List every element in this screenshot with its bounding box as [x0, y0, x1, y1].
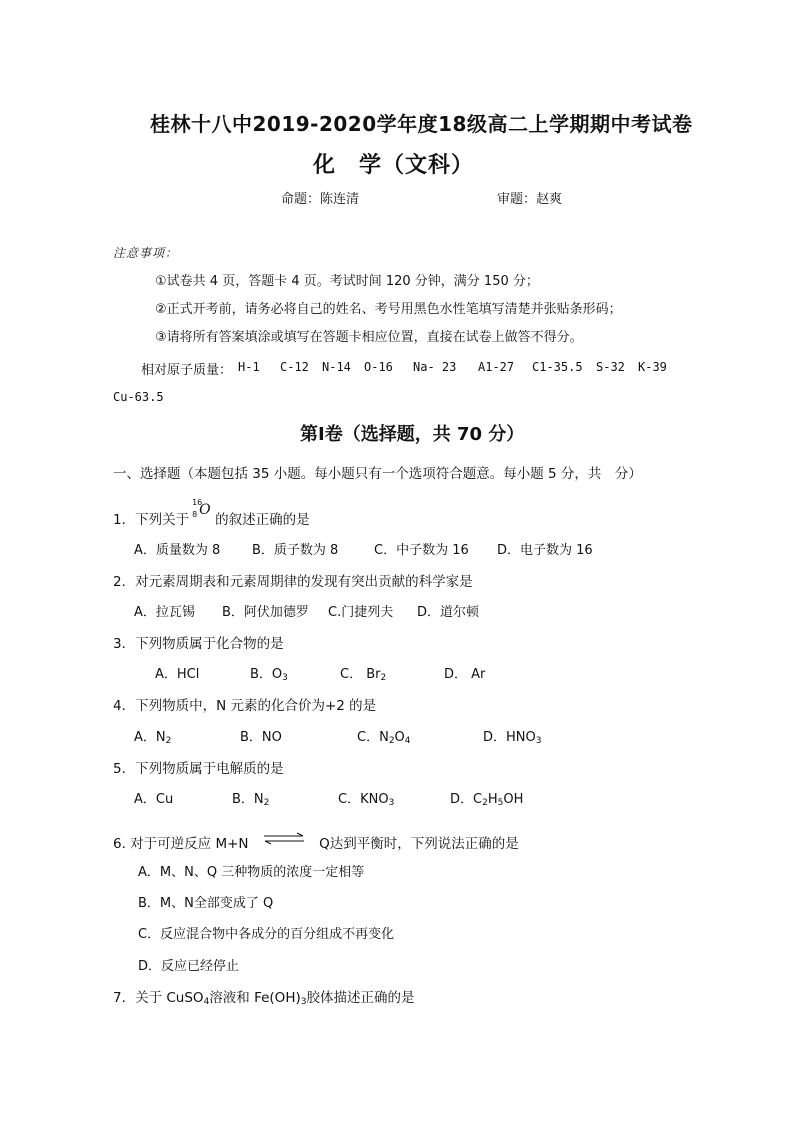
- q1-option-a[interactable]: A．质量数为 8: [134, 543, 221, 558]
- question-3: 3．下列物质属于化合物的是: [113, 636, 284, 652]
- mass-cl: C1-35.5: [532, 360, 583, 374]
- q4-option-c-text: C．N: [357, 730, 389, 745]
- notice-item-2: ②正式开考前，请务必将自己的姓名、考号用黑色水性笔填写清楚并张贴条形码；: [155, 302, 622, 317]
- mass-al: A1-27: [478, 360, 515, 374]
- q1-option-c[interactable]: C．中子数为 16: [374, 543, 469, 558]
- mass-k: K-39: [638, 360, 667, 374]
- q3-option-a[interactable]: [155, 663, 199, 682]
- q1-option-b[interactable]: B．质子数为 8: [252, 543, 339, 558]
- isotope-mass-number: 16: [192, 498, 203, 507]
- q2-option-c[interactable]: C.门捷列夫: [328, 605, 394, 620]
- question-7-sub1: 4: [203, 997, 210, 1007]
- q4-option-d-sub: 3: [535, 736, 542, 746]
- notice-item-1: ①试卷共 4 页，答题卡 4 页。考试时间 120 分钟，满分 150 分；: [155, 274, 539, 289]
- q5-option-d-sub1: 2: [482, 798, 488, 808]
- q4-option-a[interactable]: [134, 726, 171, 745]
- mass-na: Na- 23: [413, 360, 457, 374]
- question-7-post: 胶体描述正确的是: [306, 990, 415, 1006]
- q5-option-d[interactable]: [450, 788, 523, 807]
- q5-option-b-text: B．N: [232, 792, 264, 807]
- reviewer-label: 审题：赵爽: [497, 192, 563, 207]
- q3-option-b-text: B．O: [250, 667, 283, 682]
- question-1-pre: 1．下列关于: [113, 512, 190, 528]
- oxygen-isotope-symbol: [189, 498, 215, 528]
- q3-option-d[interactable]: [444, 663, 485, 682]
- mass-h: H-1: [238, 360, 260, 374]
- isotope-atomic-number: 8: [192, 510, 198, 519]
- q4-option-d-text: D．HNO: [483, 730, 536, 745]
- question-4: 4．下列物质中，N 元素的化合价为+2 的是: [113, 698, 377, 714]
- q5-option-c[interactable]: [338, 788, 394, 807]
- question-6-post: Q达到平衡时，下列说法正确的是: [319, 836, 519, 852]
- q5-option-d-text: D．C: [450, 792, 483, 807]
- q4-option-c[interactable]: [357, 726, 411, 745]
- mass-o: O-16: [364, 360, 393, 374]
- q2-option-a[interactable]: A．拉瓦锡: [134, 605, 195, 620]
- question-1-post: 的叙述正确的是: [215, 512, 310, 528]
- q3-option-b[interactable]: [250, 663, 288, 682]
- exam-title: 桂林十八中2019-2020学年度18级高二上学期期中考试卷: [150, 112, 693, 136]
- question-1: [113, 498, 310, 528]
- q1-option-d[interactable]: D．电子数为 16: [497, 543, 593, 558]
- q5-option-b[interactable]: [232, 788, 269, 807]
- q5-option-d-mid: H: [487, 792, 498, 807]
- mass-cu: Cu-63.5: [113, 390, 164, 404]
- q4-option-a-sub: 2: [165, 736, 172, 746]
- q6-option-a[interactable]: A．M、N、Q 三种物质的浓度一定相等: [138, 865, 365, 880]
- question-7-mid: 溶液和 Fe(OH): [209, 990, 301, 1006]
- notice-heading: 注意事项：: [113, 246, 179, 260]
- q2-option-d[interactable]: D．道尔顿: [417, 605, 480, 620]
- q4-option-d[interactable]: [483, 726, 541, 745]
- q3-option-c[interactable]: [340, 663, 386, 682]
- section-title: 第Ⅰ卷（选择题，共 70 分）: [300, 424, 525, 445]
- q3-option-b-sub: 3: [282, 673, 288, 683]
- q3-option-c-text: C． Br: [340, 667, 381, 682]
- q3-option-a-text: A．HCl: [155, 667, 200, 682]
- q4-option-a-text: A．N: [134, 730, 166, 745]
- notice-item-3: ③请将所有答案填涂或填写在答题卡相应位置，直接在试卷上做答不得分。: [155, 330, 583, 345]
- q5-option-b-sub: 2: [263, 798, 270, 808]
- subject-title: 化 学（文科）: [313, 153, 475, 178]
- q3-option-d-text: D． Ar: [444, 667, 486, 682]
- mass-c: C-12: [280, 360, 309, 374]
- q2-option-b[interactable]: B．阿伏加德罗: [222, 605, 309, 620]
- q5-option-c-text: C．KNO: [338, 792, 389, 807]
- q5-option-d-sub2: 5: [497, 798, 504, 808]
- q4-option-c-sub2: 4: [404, 736, 411, 746]
- q4-option-c-mid: O: [394, 730, 405, 745]
- question-2: 2．对元素周期表和元素周期律的发现有突出贡献的科学家是: [113, 574, 473, 590]
- atomic-mass-label: 相对原子质量：: [141, 363, 233, 378]
- q5-option-c-sub: 3: [388, 798, 395, 808]
- q4-option-b[interactable]: [240, 726, 282, 745]
- section-intro: 一、选择题（本题包括 35 小题。每小题只有一个选项符合题意。每小题 5 分，共 分）: [113, 466, 642, 482]
- question-7-sub2: 3: [300, 997, 307, 1007]
- mass-s: S-32: [596, 360, 625, 374]
- mass-n: N-14: [322, 360, 351, 374]
- question-5: 5．下列物质属于电解质的是: [113, 761, 284, 777]
- q6-option-b[interactable]: B．M、N全部变成了 Q: [138, 896, 274, 911]
- q3-option-c-sub: 2: [380, 673, 387, 683]
- q5-option-d-post: OH: [503, 792, 524, 807]
- question-7-pre: 7．关于 CuSO: [113, 990, 204, 1006]
- question-7: [113, 986, 414, 1006]
- author-label: 命题：陈连清: [281, 192, 360, 207]
- q6-option-d[interactable]: D．反应已经停止: [138, 959, 240, 974]
- q4-option-b-text: B．NO: [240, 730, 282, 745]
- q4-option-c-sub1: 2: [388, 736, 395, 746]
- question-6-pre: 6. 对于可逆反应 M+N: [113, 836, 249, 852]
- q6-option-c[interactable]: C．反应混合物中各成分的百分组成不再变化: [138, 927, 395, 942]
- question-6: [113, 832, 519, 852]
- q5-option-a-text: A．Cu: [134, 792, 174, 807]
- q5-option-a[interactable]: [134, 788, 173, 807]
- reversible-arrow-icon: [263, 832, 305, 846]
- isotope-element: O: [199, 502, 211, 518]
